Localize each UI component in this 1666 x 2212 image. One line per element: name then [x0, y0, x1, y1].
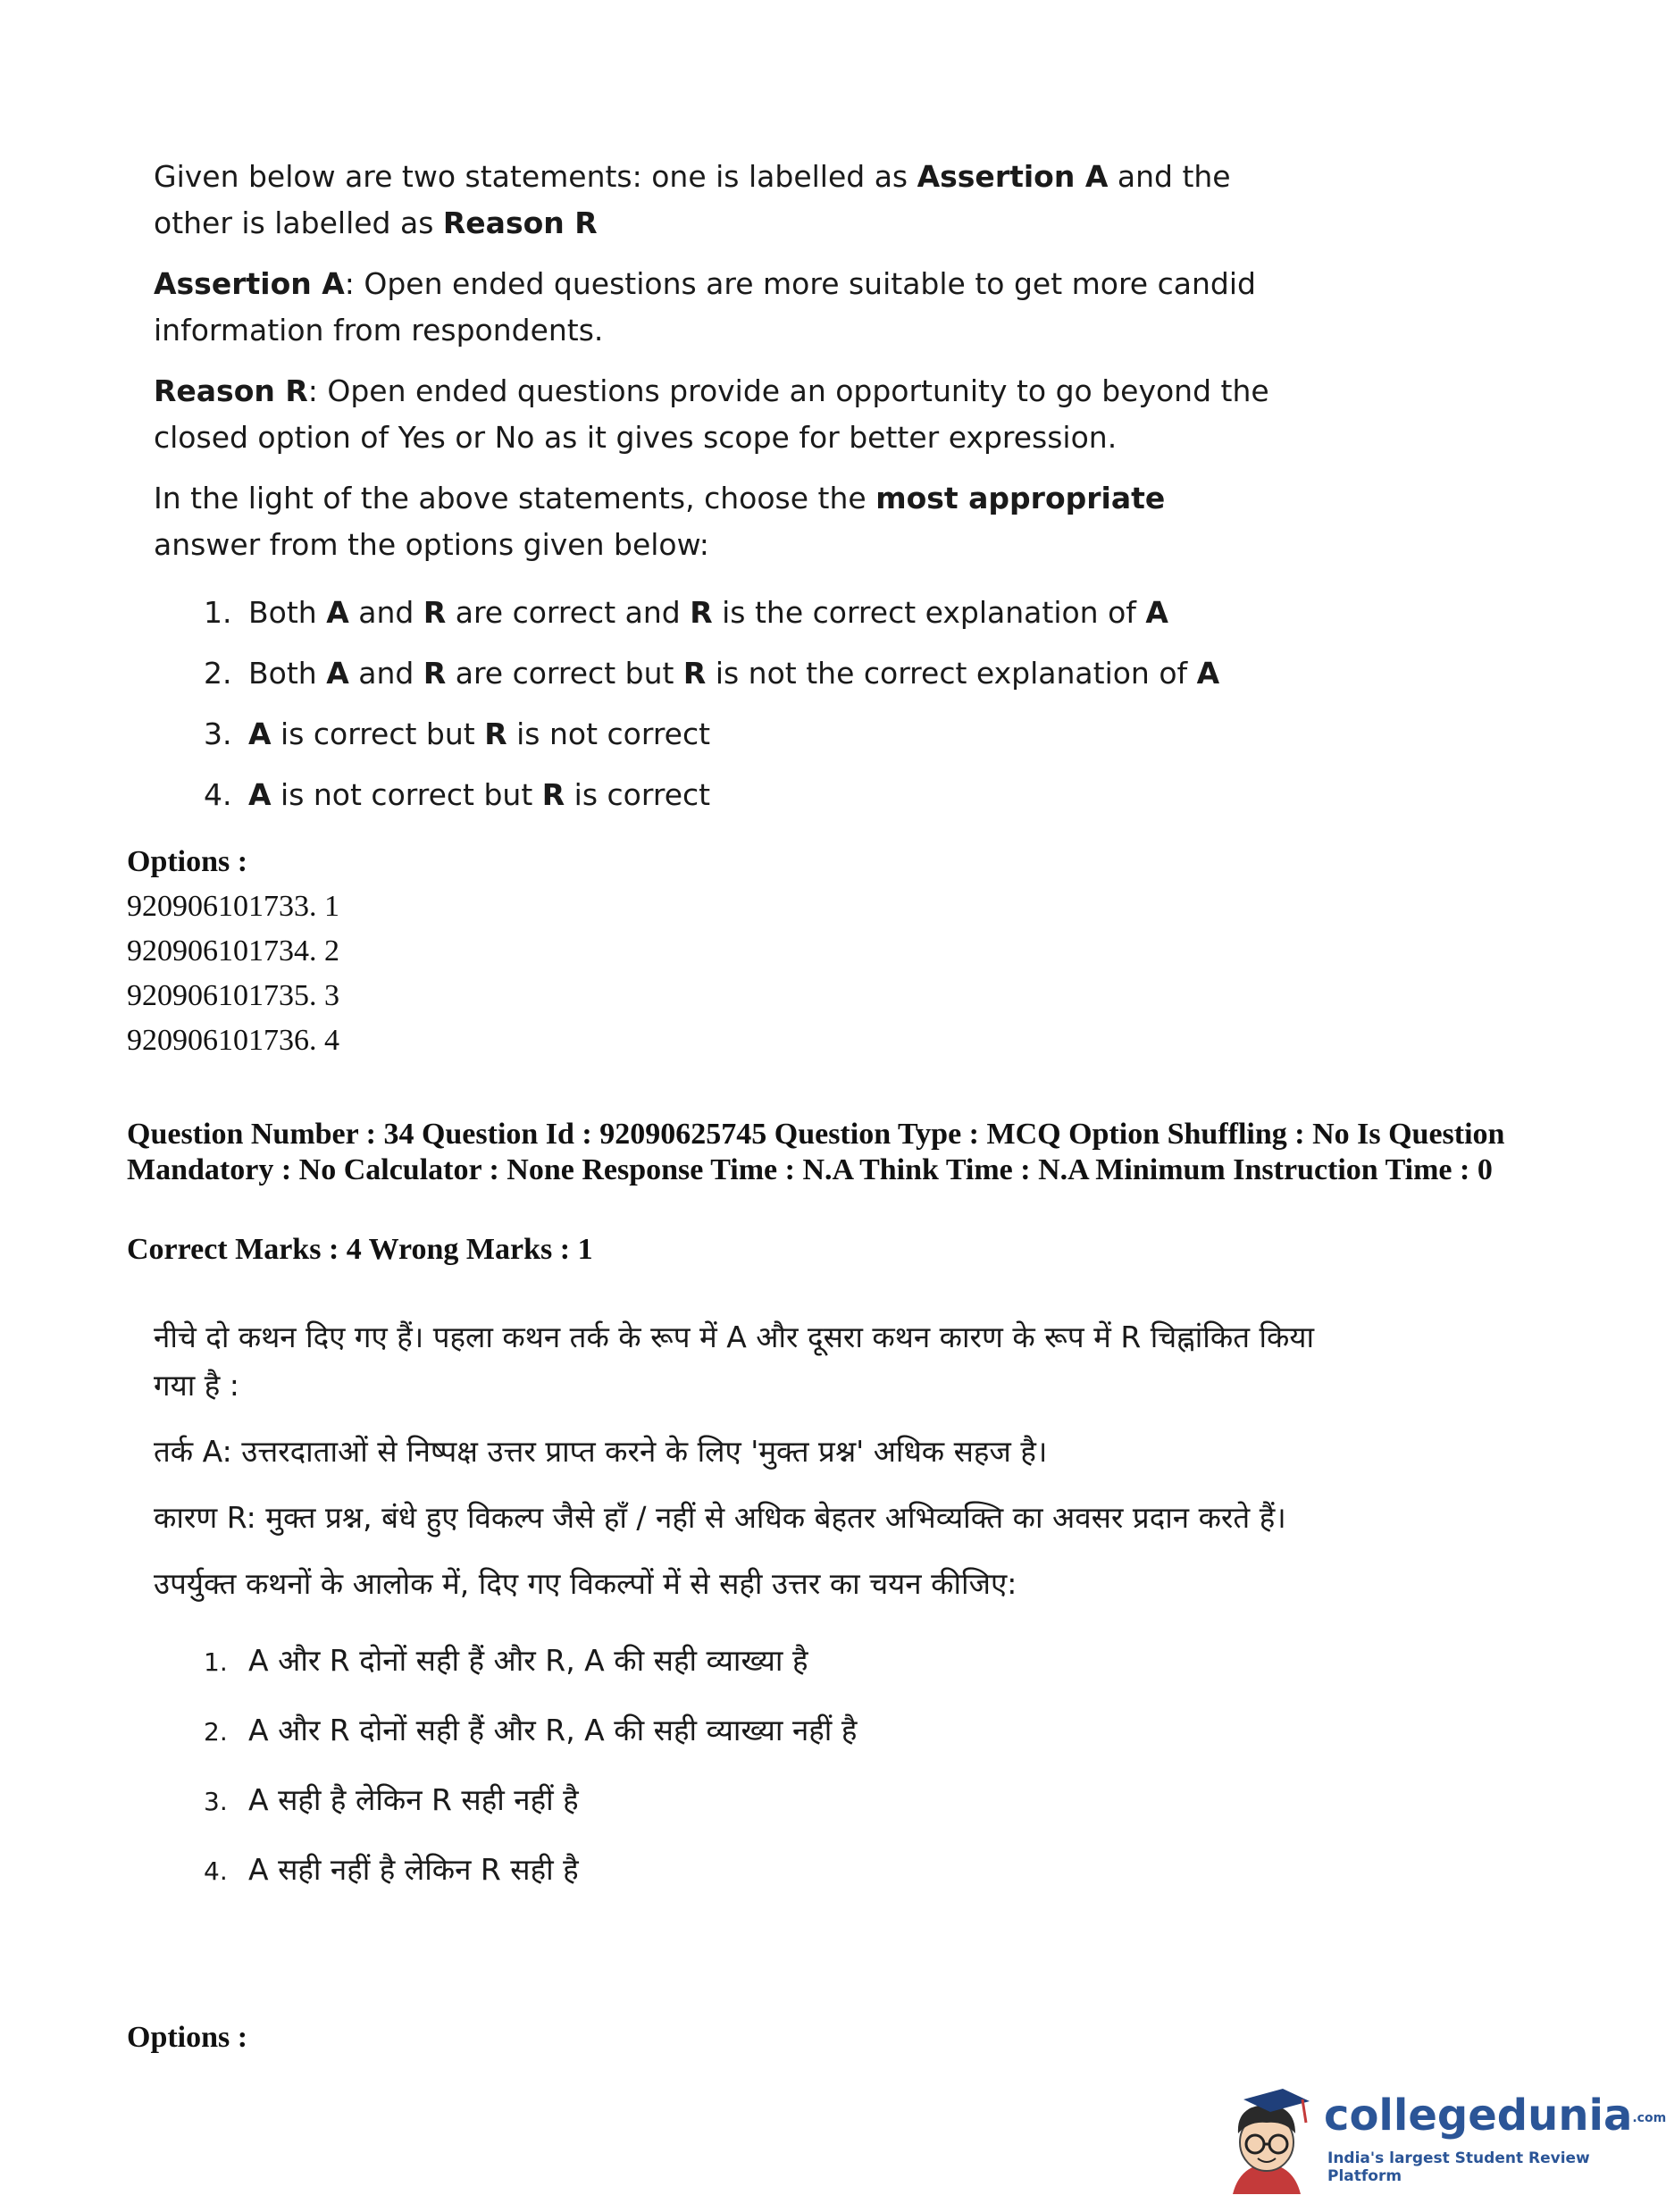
options-title-2: Options :	[127, 2021, 248, 2054]
collegedunia-logo	[1213, 2087, 1666, 2194]
option-id: 920906101734. 2	[127, 934, 339, 968]
hindi-reason: कारण R: मुक्त प्रश्न, बंधे हुए विकल्प जैसे हाँ / नहीं से अधिक बेहतर अभिव्यक्ति का अवसर प्रदान करते हैं।	[154, 1500, 1286, 1535]
intro-paragraph: Given below are two statements: one is labelled as Assertion A and the other is labelled as Reason R	[154, 159, 1231, 240]
logo-tagline: India's largest Student Review Platform	[1327, 2149, 1590, 2185]
option-id: 920906101735. 3	[127, 979, 339, 1012]
choice-item: 3. A is correct but R is not correct	[204, 716, 711, 751]
options-title: Options :	[127, 845, 248, 878]
hindi-intro: नीचे दो कथन दिए गए हैं। पहला कथन तर्क के रूप में A और दूसरा कथन कारण के रूप में R चिह्नांकित किया गया है :	[154, 1320, 1315, 1403]
logo-wordmark: collegedunia.com	[1324, 2091, 1666, 2141]
choice-item: 4. A is not correct but R is correct	[204, 777, 711, 812]
choice-list	[154, 582, 1270, 825]
hindi-choice-item: 2. A और R दोनों सही हैं और R, A की सही व्याख्या नहीं है	[204, 1713, 858, 1747]
student-mascot-icon	[1213, 2087, 1319, 2194]
option-id: 920906101736. 4	[127, 1024, 339, 1057]
hindi-choice-list	[154, 1626, 1315, 1905]
choice-item: 1. Both A and R are correct and R is the correct explanation of A	[204, 595, 1168, 630]
assertion-paragraph: Assertion A: Open ended questions are more suitable to get more candid information from respondents.	[154, 266, 1256, 348]
hindi-choice-item: 3. A सही है लेकिन R सही नहीं है	[204, 1782, 579, 1817]
prompt-paragraph: In the light of the above statements, choose the most appropriate answer from the options given below:	[154, 481, 1166, 562]
hindi-choice-item: 1. A और R दोनों सही हैं और R, A की सही व्याख्या है	[204, 1643, 808, 1678]
marks-line: Correct Marks : 4 Wrong Marks : 1	[127, 1233, 593, 1266]
question-english	[154, 154, 1270, 825]
hindi-prompt: उपर्युक्त कथनों के आलोक में, दिए गए विकल्पों में से सही उत्तर का चयन कीजिए:	[154, 1566, 1017, 1601]
options-section	[127, 840, 339, 1063]
question-hindi	[154, 1313, 1315, 1905]
hindi-assertion: तर्क A: उत्तरदाताओं से निष्पक्ष उत्तर प्राप्त करने के लिए 'मुक्त प्रश्न' अधिक सहज है।	[154, 1434, 1048, 1469]
hindi-choice-item: 4. A सही नहीं है लेकिन R सही है	[204, 1852, 579, 1887]
question-meta: Question Number : 34 Question Id : 92090625745 Question Type : MCQ Option Shuffling : No Is Question Mandatory : No Calculator : None Response Time : N.A Think Time : N.A Minimum Instruction Time : 0	[127, 1118, 1505, 1186]
choice-item: 2. Both A and R are correct but R is not the correct explanation of A	[204, 656, 1220, 691]
option-id: 920906101733. 1	[127, 890, 339, 923]
reason-paragraph: Reason R: Open ended questions provide an opportunity to go beyond the closed option of Yes or No as it gives scope for better expression.	[154, 373, 1269, 455]
